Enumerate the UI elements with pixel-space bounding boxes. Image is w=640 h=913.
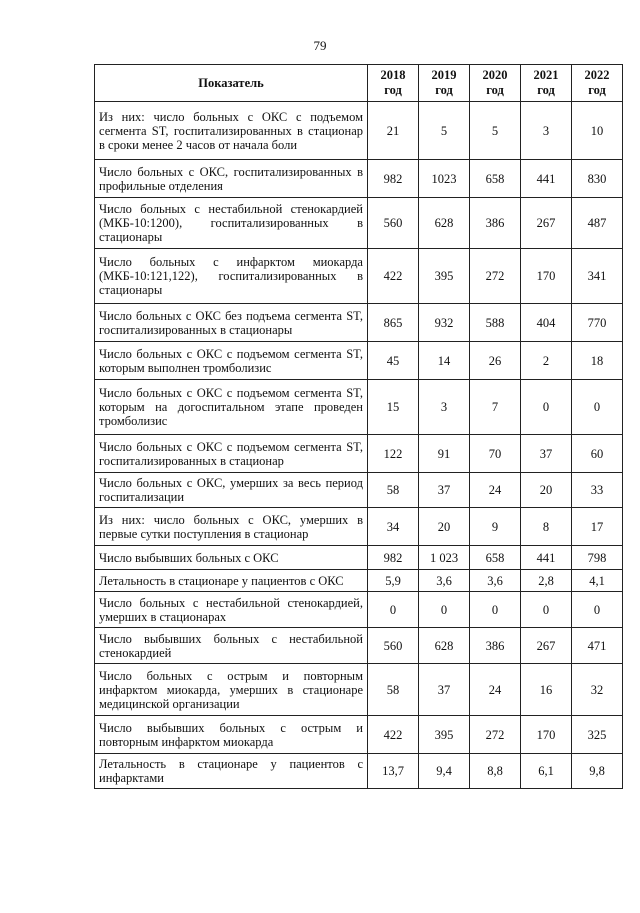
value-cell-2018: 422 (368, 716, 419, 754)
value-cell-2022: 487 (572, 198, 623, 249)
value-cell-2021: 441 (521, 546, 572, 570)
header-indicator: Показатель (95, 65, 368, 102)
header-year-unit: год (384, 83, 402, 97)
value-cell-2018: 34 (368, 508, 419, 546)
value-cell-2021: 2 (521, 342, 572, 380)
value-cell-2020: 70 (470, 435, 521, 473)
value-cell-2020: 386 (470, 628, 521, 664)
value-cell-2018: 15 (368, 380, 419, 435)
value-cell-2021: 20 (521, 473, 572, 508)
value-cell-2022: 33 (572, 473, 623, 508)
value-cell-2019: 395 (419, 716, 470, 754)
indicator-label: Число больных с ОКС с подъемом сегмента ST, которым на догоспитальном этапе проведен тромболизис (95, 380, 368, 435)
header-year-unit: год (537, 83, 555, 97)
value-cell-2020: 658 (470, 160, 521, 198)
value-cell-2020: 272 (470, 249, 521, 304)
indicator-label: Из них: число больных с ОКС, умерших в первые сутки поступления в стационар (95, 508, 368, 546)
value-cell-2019: 5 (419, 102, 470, 160)
indicator-label: Число больных с острым и повторным инфарктом миокарда, умерших в стационаре медицинской организации (95, 664, 368, 716)
value-cell-2021: 37 (521, 435, 572, 473)
value-cell-2018: 13,7 (368, 754, 419, 789)
table-row (95, 380, 623, 435)
table-row (95, 198, 623, 249)
value-cell-2022: 17 (572, 508, 623, 546)
value-cell-2022: 341 (572, 249, 623, 304)
indicator-label: Число больных с ОКС с подъемом сегмента ST, госпитализированных в стационар (95, 435, 368, 473)
value-cell-2018: 58 (368, 473, 419, 508)
value-cell-2021: 170 (521, 249, 572, 304)
indicator-label: Летальность в стационаре у пациентов с ОКС (95, 570, 368, 592)
value-cell-2018: 560 (368, 628, 419, 664)
value-cell-2019: 20 (419, 508, 470, 546)
value-cell-2019: 0 (419, 592, 470, 628)
value-cell-2018: 5,9 (368, 570, 419, 592)
page-number: 79 (313, 38, 327, 53)
header-year-2020 (470, 65, 521, 102)
header-year-label: 2022 (584, 68, 610, 82)
table-row (95, 342, 623, 380)
value-cell-2020: 9 (470, 508, 521, 546)
indicator-label: Число больных с ОКС без подъема сегмента ST, госпитализированных в стационары (95, 304, 368, 342)
value-cell-2022: 32 (572, 664, 623, 716)
value-cell-2021: 8 (521, 508, 572, 546)
value-cell-2020: 8,8 (470, 754, 521, 789)
value-cell-2019: 9,4 (419, 754, 470, 789)
value-cell-2019: 37 (419, 473, 470, 508)
value-cell-2021: 441 (521, 160, 572, 198)
header-year-unit: год (588, 83, 606, 97)
table-row (95, 102, 623, 160)
indicator-label: Число больных с ОКС с подъемом сегмента ST, которым выполнен тромболизис (95, 342, 368, 380)
header-year-2021 (521, 65, 572, 102)
value-cell-2021: 16 (521, 664, 572, 716)
table-row (95, 473, 623, 508)
value-cell-2020: 7 (470, 380, 521, 435)
value-cell-2021: 2,8 (521, 570, 572, 592)
value-cell-2018: 58 (368, 664, 419, 716)
header-year-label: 2018 (380, 68, 406, 82)
value-cell-2020: 0 (470, 592, 521, 628)
header-year-unit: год (486, 83, 504, 97)
table-row (95, 435, 623, 473)
table-row (95, 754, 623, 789)
header-year-2022 (572, 65, 623, 102)
table-row (95, 160, 623, 198)
value-cell-2021: 267 (521, 628, 572, 664)
value-cell-2021: 3 (521, 102, 572, 160)
indicators-table (94, 64, 623, 789)
value-cell-2021: 6,1 (521, 754, 572, 789)
indicator-label: Число больных с нестабильной стенокардией, умерших в стационарах (95, 592, 368, 628)
value-cell-2022: 9,8 (572, 754, 623, 789)
value-cell-2019: 628 (419, 628, 470, 664)
value-cell-2021: 267 (521, 198, 572, 249)
value-cell-2018: 865 (368, 304, 419, 342)
table-header-row (95, 65, 623, 102)
value-cell-2020: 588 (470, 304, 521, 342)
indicator-label: Число больных с инфарктом миокарда (МКБ-10:121,122), госпитализированных в стационары (95, 249, 368, 304)
value-cell-2021: 0 (521, 380, 572, 435)
table-row (95, 249, 623, 304)
value-cell-2022: 798 (572, 546, 623, 570)
table-body (95, 102, 623, 789)
value-cell-2022: 0 (572, 380, 623, 435)
value-cell-2018: 560 (368, 198, 419, 249)
value-cell-2019: 14 (419, 342, 470, 380)
table-row (95, 546, 623, 570)
value-cell-2019: 932 (419, 304, 470, 342)
value-cell-2021: 0 (521, 592, 572, 628)
header-year-label: 2021 (533, 68, 559, 82)
header-year-2018 (368, 65, 419, 102)
indicator-label: Число больных с ОКС, умерших за весь период госпитализации (95, 473, 368, 508)
value-cell-2022: 770 (572, 304, 623, 342)
value-cell-2019: 91 (419, 435, 470, 473)
value-cell-2018: 982 (368, 546, 419, 570)
value-cell-2022: 325 (572, 716, 623, 754)
value-cell-2022: 18 (572, 342, 623, 380)
value-cell-2020: 26 (470, 342, 521, 380)
value-cell-2022: 0 (572, 592, 623, 628)
indicator-label: Число выбывших больных с нестабильной стенокардией (95, 628, 368, 664)
value-cell-2018: 422 (368, 249, 419, 304)
table-row (95, 570, 623, 592)
indicator-label: Летальность в стационаре у пациентов с инфарктами (95, 754, 368, 789)
value-cell-2020: 3,6 (470, 570, 521, 592)
indicator-label: Число выбывших больных с ОКС (95, 546, 368, 570)
table-row (95, 304, 623, 342)
value-cell-2018: 122 (368, 435, 419, 473)
value-cell-2020: 272 (470, 716, 521, 754)
value-cell-2020: 386 (470, 198, 521, 249)
value-cell-2019: 37 (419, 664, 470, 716)
value-cell-2022: 60 (572, 435, 623, 473)
indicator-label: Из них: число больных с ОКС с подъемом сегмента ST, госпитализированных в стационар в сроки менее 2 часов от начала боли (95, 102, 368, 160)
value-cell-2022: 4,1 (572, 570, 623, 592)
table-row (95, 508, 623, 546)
value-cell-2022: 830 (572, 160, 623, 198)
value-cell-2019: 1 023 (419, 546, 470, 570)
value-cell-2020: 5 (470, 102, 521, 160)
value-cell-2022: 10 (572, 102, 623, 160)
value-cell-2019: 395 (419, 249, 470, 304)
table-row (95, 628, 623, 664)
value-cell-2018: 45 (368, 342, 419, 380)
table-row (95, 664, 623, 716)
value-cell-2018: 0 (368, 592, 419, 628)
value-cell-2020: 658 (470, 546, 521, 570)
value-cell-2019: 1023 (419, 160, 470, 198)
value-cell-2019: 628 (419, 198, 470, 249)
value-cell-2020: 24 (470, 473, 521, 508)
table-row (95, 716, 623, 754)
value-cell-2018: 21 (368, 102, 419, 160)
header-year-label: 2020 (482, 68, 508, 82)
value-cell-2019: 3 (419, 380, 470, 435)
indicator-label: Число больных с нестабильной стенокардией (МКБ-10:1200), госпитализированных в стационары (95, 198, 368, 249)
table-row (95, 592, 623, 628)
header-year-label: 2019 (431, 68, 457, 82)
header-year-unit: год (435, 83, 453, 97)
value-cell-2021: 404 (521, 304, 572, 342)
indicator-label: Число выбывших больных с острым и повторным инфарктом миокарда (95, 716, 368, 754)
value-cell-2019: 3,6 (419, 570, 470, 592)
value-cell-2021: 170 (521, 716, 572, 754)
indicator-label: Число больных с ОКС, госпитализированных в профильные отделения (95, 160, 368, 198)
value-cell-2018: 982 (368, 160, 419, 198)
value-cell-2020: 24 (470, 664, 521, 716)
header-year-2019 (419, 65, 470, 102)
value-cell-2022: 471 (572, 628, 623, 664)
